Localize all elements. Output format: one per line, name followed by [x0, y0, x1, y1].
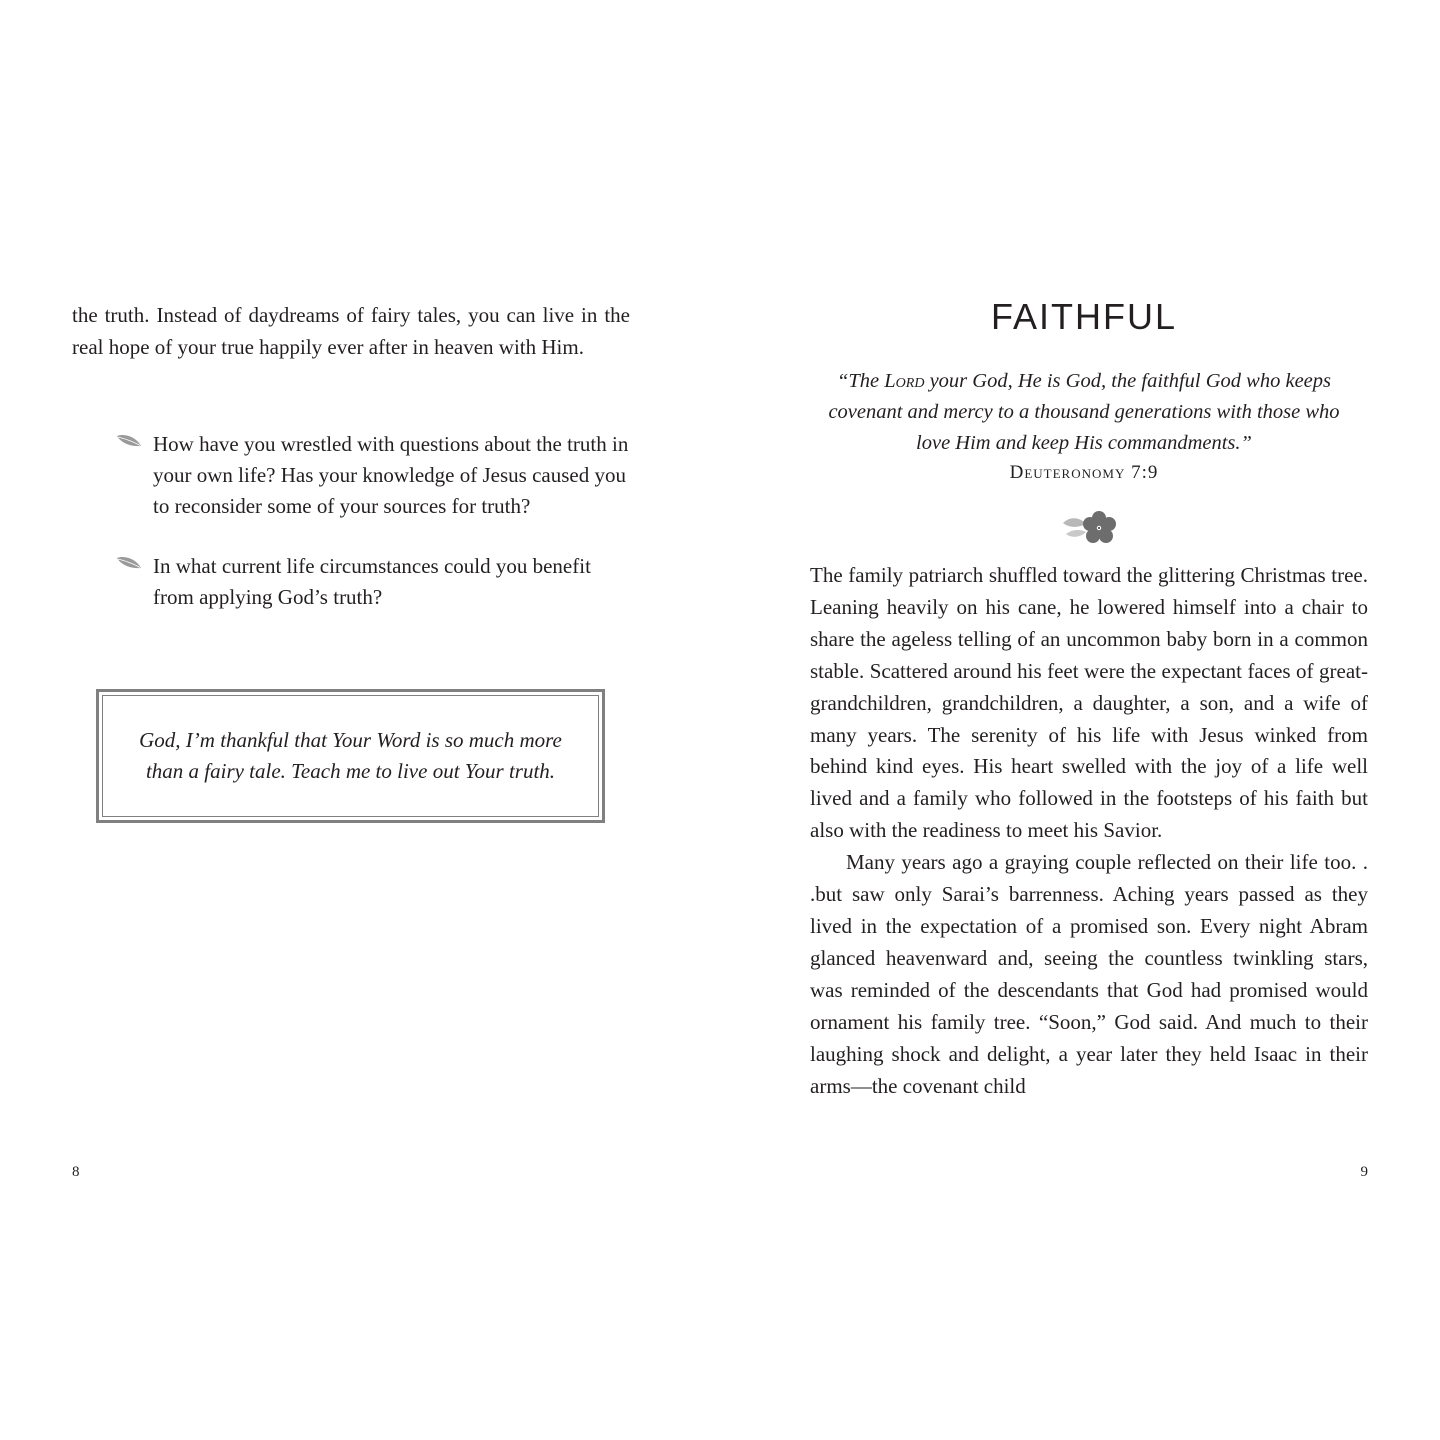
- continuation-paragraph: the truth. Instead of daydreams of fairy tales, you can live in the real hope of your true happily ever after in heaven with Him.: [72, 303, 630, 359]
- right-page: [720, 0, 1440, 1440]
- chapter-title: FAITHFUL: [990, 296, 1177, 337]
- question-item: [116, 551, 636, 613]
- verse-text-start: “The: [836, 370, 885, 392]
- verse-lord: Lord: [884, 370, 925, 392]
- leaf-icon: [116, 434, 142, 448]
- verse-text-end: your God, He is God, the faithful God who keeps covenant and mercy to a thousand generations with those who love Him and keep His commandments.”: [828, 370, 1340, 454]
- question-text: In what current life circumstances could you benefit from applying God’s truth?: [153, 554, 591, 609]
- scripture-verse: [810, 366, 1358, 459]
- leaf-icon: [116, 556, 142, 570]
- question-text: How have you wrestled with questions about the truth in your own life? Has your knowledge of Jesus caused you to reconsider some of your sources for truth?: [153, 432, 629, 518]
- page-number-right: 9: [1360, 1164, 1368, 1180]
- flower-ornament-icon: [1062, 507, 1120, 547]
- page-number-left: 8: [72, 1164, 80, 1180]
- body-paragraph-2: Many years ago a graying couple reflected on their life too. . .but saw only Sarai’s barrenness. Aching years passed as they lived in the expectation of a promised son. Every night Abram glanced heavenward and, seeing the countless twinkling stars, was reminded of the descendants that God had promised would ornament his family tree. “Soon,” God said. And much to their laughing shock and delight, a year later they held Isaac in their arms—the covenant child: [810, 850, 1368, 1098]
- prayer-text: God, I’m thankful that Your Word is so much more than a fairy tale. Teach me to live out Your truth.: [102, 695, 599, 817]
- question-item: [116, 429, 636, 522]
- continuation-text-block: [72, 300, 630, 363]
- body-paragraph-1: The family patriarch shuffled toward the glittering Christmas tree. Leaning heavily on his cane, he lowered himself into a chair to share the ageless telling of an uncommon baby born in a common stable. Scattered around his feet were the expectant faces of great-grandchildren, grandchildren, a daughter, a son, and a wife of many years. The serenity of his life with Jesus winked from behind kind eyes. His heart swelled with the joy of a life well lived and a family who followed in the footsteps of his faith but also with the readiness to meet his Savior.: [810, 563, 1368, 843]
- devotional-body: [810, 560, 1368, 1102]
- reflection-questions: [116, 429, 636, 642]
- prayer-box: [96, 689, 605, 823]
- scripture-reference: Deuteronomy 7:9: [1009, 462, 1159, 483]
